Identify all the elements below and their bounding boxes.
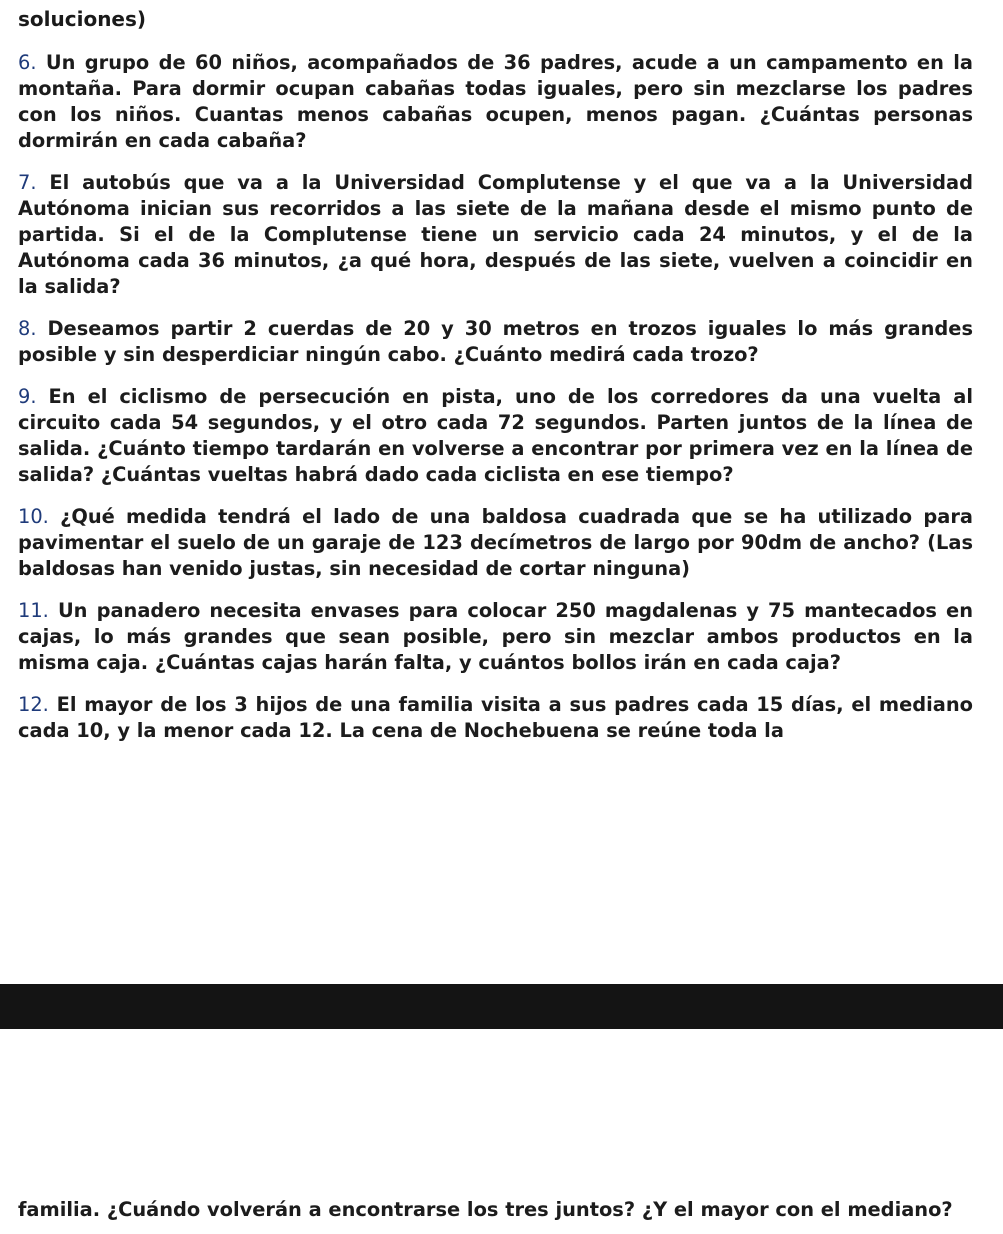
problem-text: Deseamos partir 2 cuerdas de 20 y 30 metros en trozos iguales lo más grandes posible y sin desperdiciar ningún cabo. ¿Cuánto medirá cada trozo?: [18, 317, 973, 366]
problem-text: Un panadero necesita envases para colocar 250 magdalenas y 75 mantecados en cajas, lo más grandes que sean posible, pero sin mezclar ambos productos en la misma caja. ¿Cuántas cajas harán falta, y cuántos bollos irán en cada caja?: [18, 599, 973, 674]
problem-10: [18, 504, 973, 582]
problem-number: 9.: [18, 385, 37, 408]
problem-number: 7.: [18, 171, 37, 194]
problem-12: [18, 692, 973, 744]
problem-7: [18, 170, 973, 300]
problem-number: 11.: [18, 599, 49, 622]
problem-text: El mayor de los 3 hijos de una familia visita a sus padres cada 15 días, el mediano cada 10, y la menor cada 12. La cena de Nochebuena se reúne toda la: [18, 693, 973, 742]
problem-number: 8.: [18, 317, 37, 340]
problem-9: [18, 384, 973, 488]
problem-text: En el ciclismo de persecución en pista, uno de los corredores da una vuelta al circuito cada 54 segundos, y el otro cada 72 segundos. Parten juntos de la línea de salida. ¿Cuánto tiempo tardarán en volverse a encontrar por primera vez en la línea de salida? ¿Cuántas vueltas habrá dado cada ciclista en ese tiempo?: [18, 385, 973, 486]
problem-12-continuation: familia. ¿Cuándo volverán a encontrarse los tres juntos? ¿Y el mayor con el mediano?: [18, 1198, 953, 1222]
problem-number: 10.: [18, 505, 49, 528]
problem-8: [18, 316, 973, 368]
section-heading: soluciones): [18, 7, 147, 31]
problem-text: Un grupo de 60 niños, acompañados de 36 padres, acude a un campamento en la montaña. Para dormir ocupan cabañas todas iguales, pero sin mezclarse los padres con los niños. Cuantas menos cabañas ocupen, menos pagan. ¿Cuántas personas dormirán en cada cabaña?: [18, 51, 973, 152]
problem-text: ¿Qué medida tendrá el lado de una baldosa cuadrada que se ha utilizado para pavimentar el suelo de un garaje de 123 decímetros de largo por 90dm de ancho? (Las baldosas han venido justas, sin necesidad de cortar ninguna): [18, 505, 973, 580]
page-break-bar: [0, 984, 1003, 1029]
problem-6: [18, 50, 973, 154]
problem-text: El autobús que va a la Universidad Complutense y el que va a la Universidad Autónoma inician sus recorridos a las siete de la mañana desde el mismo punto de partida. Si el de la Complutense tiene un servicio cada 24 minutos, y el de la Autónoma cada 36 minutos, ¿a qué hora, después de las siete, vuelven a coincidir en la salida?: [18, 171, 973, 298]
problem-number: 12.: [18, 693, 49, 716]
problem-11: [18, 598, 973, 676]
problem-list: [18, 50, 973, 760]
problem-number: 6.: [18, 51, 37, 74]
